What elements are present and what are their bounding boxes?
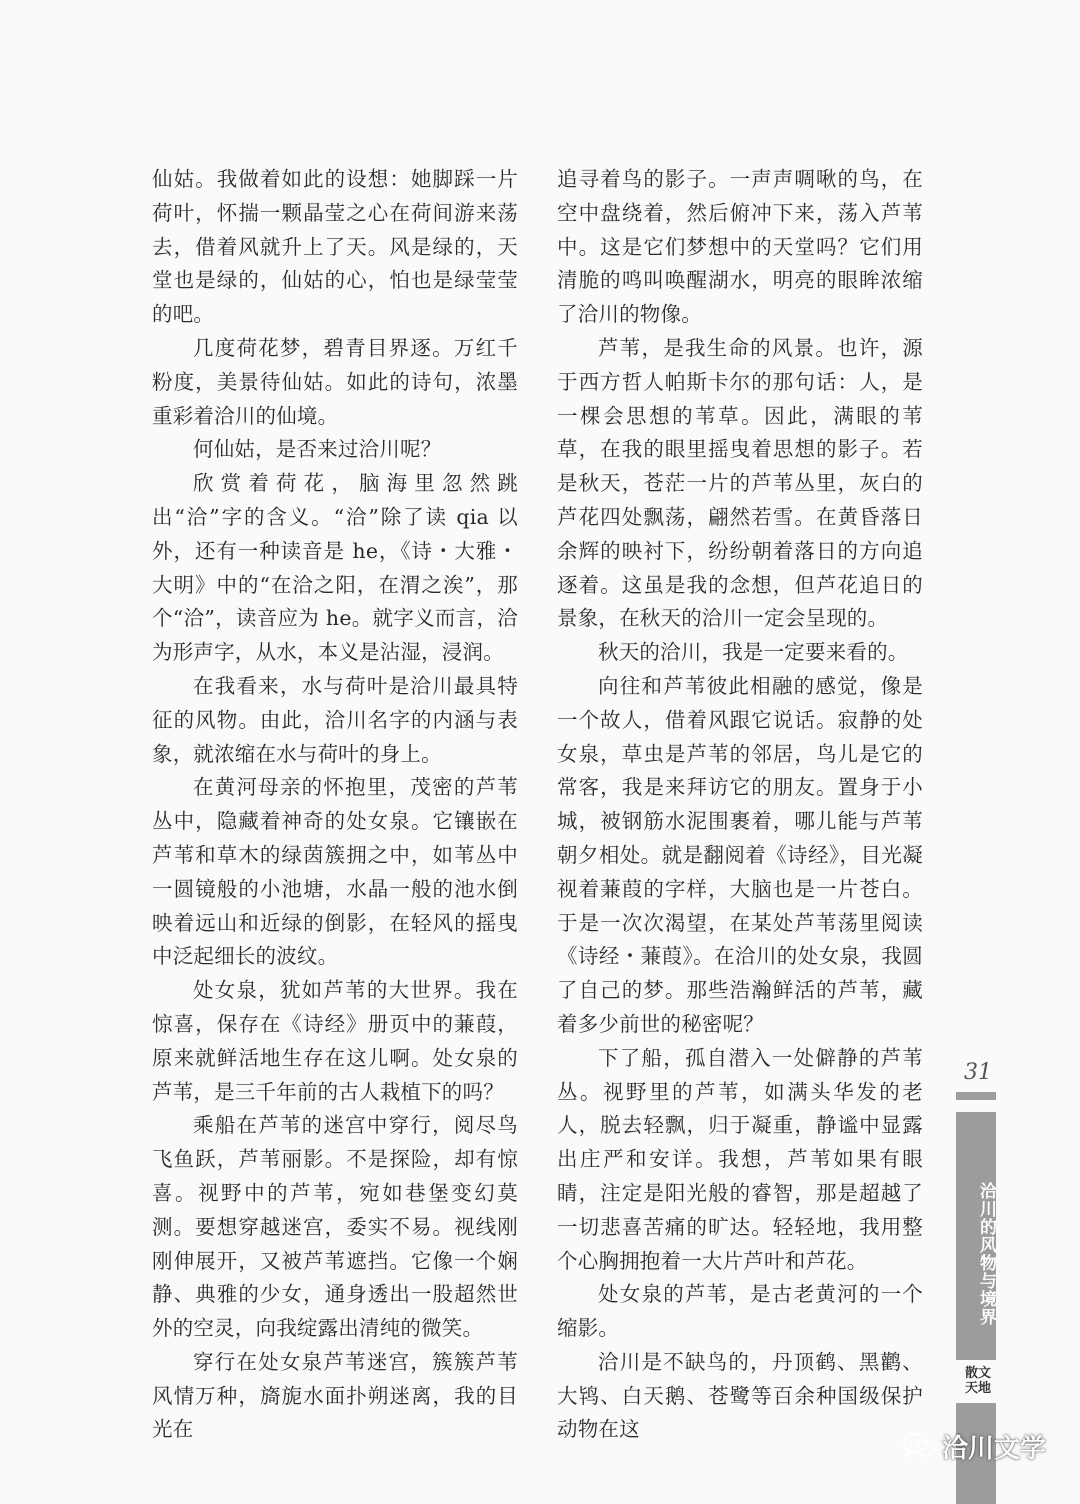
right-column — [557, 163, 923, 1447]
paragraph: 在我看来，水与荷叶是洽川最具特征的风物。由此，洽川名字的内涵与表象，就浓缩在水与荷叶的身上。 — [152, 673, 518, 766]
paragraph: 穿行在处女泉芦苇迷宫，簇簇芦苇风情万种，旖旎水面扑朔迷离，我的目光在 — [152, 1349, 518, 1442]
paragraph: 向往和芦苇彼此相融的感觉，像是一个故人，借着风跟它说话。寂静的处女泉，草虫是芦苇的邻居，鸟儿是它的常客，我是来拜访它的朋友。置身于小城，被钢筋水泥围裹着，哪儿能与芦苇朝夕相处。就是翻阅着《诗经》，目光凝视着蒹葭的字样，大脑也是一片苍白。于是一次次渴望，在某处芦苇荡里阅读《诗经・蒹葭》。在洽川的处女泉，我圆了自己的梦。那些浩瀚鲜活的芦苇，藏着多少前世的秘密呢？ — [557, 673, 923, 1036]
left-column — [152, 163, 518, 1447]
watermark — [902, 1426, 1046, 1466]
section-title: 洽川的风物与境界 — [976, 1182, 996, 1326]
page-number: 31 — [964, 1060, 992, 1085]
paragraph: 处女泉，犹如芦苇的大世界。我在惊喜，保存在《诗经》册页中的蒹葭，原来就鲜活地生存在这儿啊。处女泉的芦苇，是三千年前的古人栽植下的吗？ — [152, 978, 518, 1104]
paragraph: 处女泉的芦苇，是古老黄河的一个缩影。 — [557, 1282, 923, 1341]
paragraph: 几度荷花梦，碧青目界逐。万红千粉度，美景待仙姑。如此的诗句，浓墨重彩着洽川的仙境。 — [152, 335, 518, 428]
paragraph: 在黄河母亲的怀抱里，茂密的芦苇丛中，隐藏着神奇的处女泉。它镶嵌在芦苇和草木的绿茵簇拥之中，如苇丛中一圆镜般的小池塘，水晶一般的池水倒映着远山和近绿的倒影，在轻风的摇曳中泛起细长的波纹。 — [152, 775, 518, 969]
category-line-1: 散文 — [964, 1366, 991, 1381]
wechat-icon — [902, 1431, 936, 1461]
paragraph: 乘船在芦苇的迷宫中穿行，阅尽鸟飞鱼跃，芦苇丽影。不是探险，却有惊喜。视野中的芦苇，宛如巷堡变幻莫测。要想穿越迷宫，委实不易。视线刚刚伸展开，又被芦苇遮挡。它像一个娴静、典雅的少女，通身透出一股超然世外的空灵，向我绽露出清纯的微笑。 — [152, 1113, 518, 1341]
paragraph: 欣赏着荷花，脑海里忽然跳出“洽”字的含义。“洽”除了读 qia 以外，还有一种读音是 he，《诗・大雅・大明》中的“在洽之阳，在渭之涘”，那个“洽”，读音应为 he。就字义而言，洽为形声字，从水，本义是沾湿，浸润。 — [152, 471, 518, 665]
paragraph: 下了船，孤自潜入一处僻静的芦苇丛。视野里的芦苇，如满头华发的老人，脱去轻飘，归于凝重，静谧中显露出庄严和安详。我想，芦苇如果有眼睛，注定是阳光般的睿智，那是超越了一切悲喜苦痛的旷达。轻轻地，我用整个心胸拥抱着一大片芦叶和芦花。 — [557, 1045, 923, 1273]
margin-rule — [956, 1092, 996, 1100]
paragraph: 芦苇，是我生命的风景。也许，源于西方哲人帕斯卡尔的那句话：人，是一棵会思想的苇草。因此，满眼的苇草，在我的眼里摇曳着思想的影子。若是秋天，苍茫一片的芦苇丛里，灰白的芦花四处飘荡，翩然若雪。在黄昏落日余辉的映衬下，纷纷朝着落日的方向追逐着。这虽是我的念想，但芦花追日的景象，在秋天的洽川一定会呈现的。 — [557, 335, 923, 631]
paragraph: 秋天的洽川，我是一定要来看的。 — [598, 640, 909, 665]
category-line-2: 天地 — [964, 1381, 991, 1396]
category-label — [958, 1366, 998, 1396]
watermark-text: 洽川文学 — [942, 1433, 1047, 1464]
paragraph: 仙姑。我做着如此的设想：她脚踩一片荷叶，怀揣一颗晶莹之心在荷间游来荡去，借着风就升上了天。风是绿的，天堂也是绿的，仙姑的心，怕也是绿莹莹的吧。 — [152, 167, 518, 327]
paragraph: 追寻着鸟的影子。一声声啁啾的鸟，在空中盘绕着，然后俯冲下来，荡入芦苇中。这是它们梦想中的天堂吗？它们用清脆的鸣叫唤醒湖水，明亮的眼眸浓缩了洽川的物像。 — [557, 167, 923, 327]
section-title-tab — [956, 1112, 996, 1360]
paragraph: 何仙姑，是否来过洽川呢？ — [193, 437, 442, 462]
paragraph: 洽川是不缺鸟的，丹顶鹤、黑鹳、大鸨、白天鹅、苍鹭等百余种国级保护动物在这 — [557, 1349, 923, 1442]
